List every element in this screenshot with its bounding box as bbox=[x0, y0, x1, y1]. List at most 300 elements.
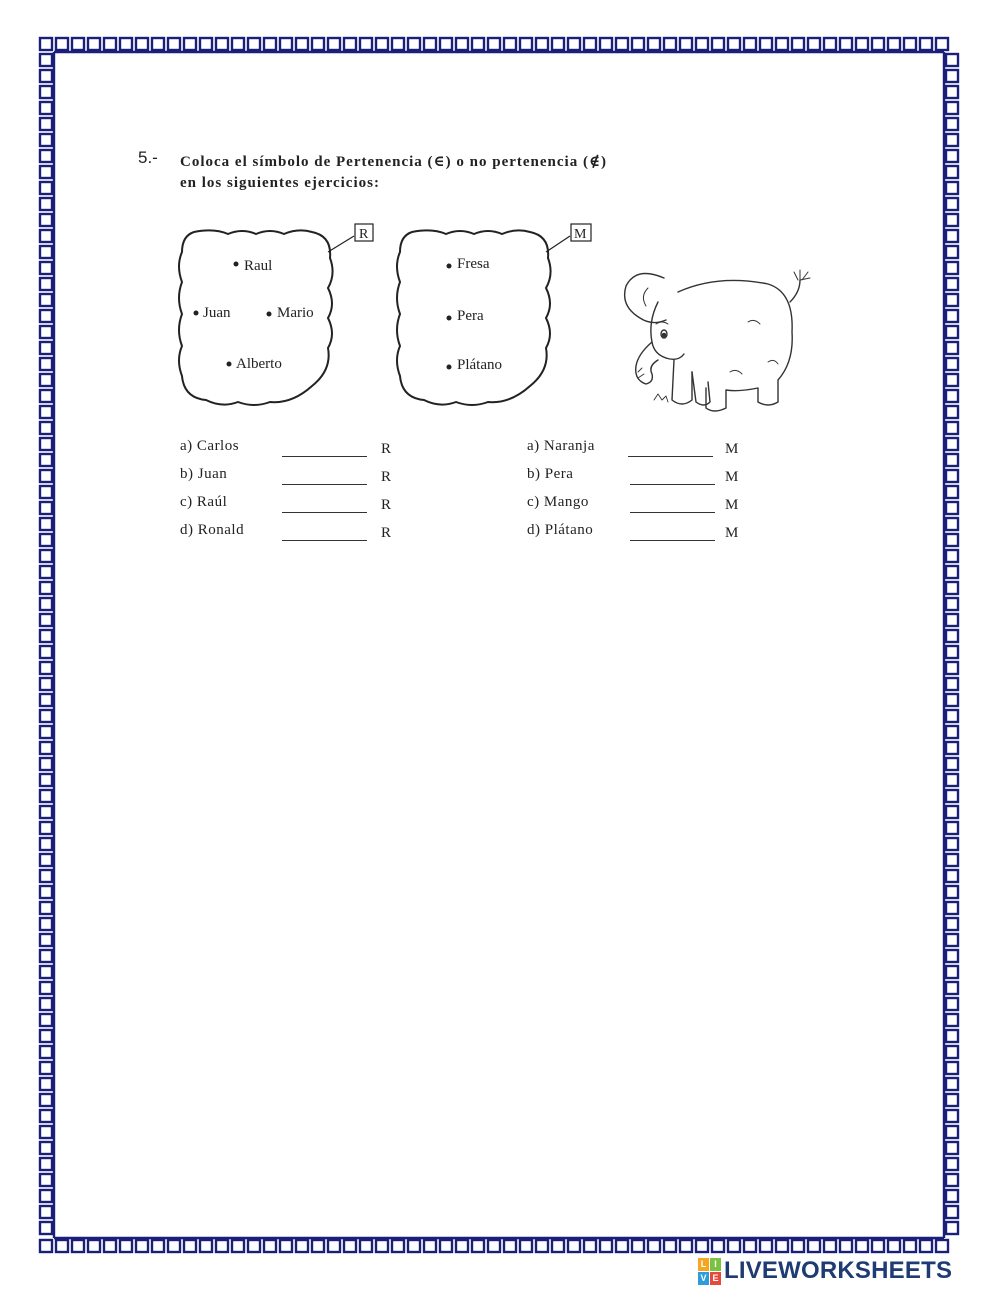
set-r-element: Mario bbox=[277, 305, 314, 321]
border-square bbox=[168, 38, 180, 50]
border-square bbox=[40, 310, 52, 322]
border-square bbox=[504, 1240, 516, 1252]
border-square bbox=[40, 70, 52, 82]
bullet bbox=[194, 311, 199, 316]
border-square bbox=[946, 774, 958, 786]
border-square bbox=[946, 982, 958, 994]
set-r-label: R bbox=[359, 227, 369, 242]
set-r-element: Alberto bbox=[236, 356, 282, 372]
border-square bbox=[40, 1240, 52, 1252]
border-square bbox=[376, 1240, 388, 1252]
border-square bbox=[40, 614, 52, 626]
border-square bbox=[56, 1240, 68, 1252]
border-square bbox=[946, 1030, 958, 1042]
border-square bbox=[920, 1240, 932, 1252]
border-square bbox=[946, 390, 958, 402]
border-square bbox=[40, 838, 52, 850]
border-square bbox=[946, 438, 958, 450]
logo-text: LIVEWORKSHEETS bbox=[724, 1257, 953, 1284]
border-square bbox=[946, 422, 958, 434]
border-square bbox=[946, 1062, 958, 1074]
border-square bbox=[946, 566, 958, 578]
exercise-set: R bbox=[381, 469, 392, 485]
border-square bbox=[216, 38, 228, 50]
border-square bbox=[200, 1240, 212, 1252]
instruction-line-1: Coloca el símbolo de Pertenencia (∈) o no pertenencia (∉) bbox=[180, 154, 608, 170]
border-square bbox=[946, 694, 958, 706]
border-square bbox=[946, 838, 958, 850]
border-square bbox=[946, 1222, 958, 1234]
border-square bbox=[408, 38, 420, 50]
border-square bbox=[946, 1078, 958, 1090]
border-square bbox=[946, 182, 958, 194]
border-square bbox=[40, 230, 52, 242]
border-square bbox=[40, 422, 52, 434]
border-square bbox=[946, 454, 958, 466]
border-square bbox=[360, 38, 372, 50]
border-square bbox=[946, 646, 958, 658]
border-square bbox=[488, 38, 500, 50]
border-square bbox=[946, 198, 958, 210]
border-square bbox=[312, 38, 324, 50]
border-square bbox=[648, 1240, 660, 1252]
border-square bbox=[888, 38, 900, 50]
border-square bbox=[104, 1240, 116, 1252]
border-square bbox=[40, 470, 52, 482]
answer-blank[interactable] bbox=[630, 540, 715, 541]
border-square bbox=[946, 342, 958, 354]
border-square bbox=[946, 1014, 958, 1026]
border-square bbox=[946, 886, 958, 898]
border-square bbox=[40, 294, 52, 306]
border-square bbox=[616, 1240, 628, 1252]
border-square bbox=[456, 1240, 468, 1252]
border-square bbox=[946, 502, 958, 514]
border-square bbox=[808, 38, 820, 50]
border-square bbox=[40, 1174, 52, 1186]
border-square bbox=[232, 1240, 244, 1252]
border-square bbox=[40, 1046, 52, 1058]
border-square bbox=[946, 310, 958, 322]
answer-blank[interactable] bbox=[282, 540, 367, 541]
border-square bbox=[946, 406, 958, 418]
border-square bbox=[946, 486, 958, 498]
border-square bbox=[40, 1206, 52, 1218]
border-square bbox=[40, 1094, 52, 1106]
exercise-set: M bbox=[725, 525, 739, 541]
border-square bbox=[744, 1240, 756, 1252]
border-square bbox=[40, 550, 52, 562]
border-square bbox=[946, 70, 958, 82]
border-square bbox=[946, 822, 958, 834]
border-square bbox=[40, 1110, 52, 1122]
border-square bbox=[440, 1240, 452, 1252]
border-square bbox=[632, 38, 644, 50]
liveworksheets-logo[interactable] bbox=[698, 1257, 952, 1285]
border-square bbox=[40, 134, 52, 146]
border-square bbox=[946, 150, 958, 162]
border-square bbox=[40, 982, 52, 994]
border-square bbox=[40, 1190, 52, 1202]
border-square bbox=[40, 38, 52, 50]
border-square bbox=[40, 438, 52, 450]
border-square bbox=[40, 1142, 52, 1154]
exercise-set: M bbox=[725, 497, 739, 513]
border-square bbox=[568, 38, 580, 50]
logo-tile: E bbox=[710, 1272, 721, 1285]
border-square bbox=[40, 678, 52, 690]
border-square bbox=[40, 742, 52, 754]
border-square bbox=[946, 54, 958, 66]
border-square bbox=[946, 358, 958, 370]
bullet bbox=[447, 365, 452, 370]
border-square bbox=[40, 902, 52, 914]
set-r-diagram bbox=[179, 224, 373, 405]
set-m-label: M bbox=[574, 227, 587, 242]
border-square bbox=[40, 566, 52, 578]
border-square bbox=[56, 38, 68, 50]
border-square bbox=[946, 1206, 958, 1218]
border-square bbox=[120, 38, 132, 50]
answer-blank[interactable] bbox=[282, 484, 367, 485]
set-diagrams bbox=[170, 218, 610, 418]
border-square bbox=[824, 1240, 836, 1252]
border-square bbox=[312, 1240, 324, 1252]
border-square bbox=[840, 1240, 852, 1252]
border-square bbox=[104, 38, 116, 50]
border-square bbox=[488, 1240, 500, 1252]
border-square bbox=[946, 790, 958, 802]
border-square bbox=[946, 1110, 958, 1122]
border-square bbox=[40, 582, 52, 594]
border-square bbox=[946, 230, 958, 242]
border-square bbox=[40, 150, 52, 162]
border-square bbox=[40, 54, 52, 66]
border-square bbox=[946, 262, 958, 274]
border-square bbox=[72, 1240, 84, 1252]
border-square bbox=[946, 950, 958, 962]
border-square bbox=[168, 1240, 180, 1252]
border-square bbox=[40, 326, 52, 338]
border-square bbox=[946, 918, 958, 930]
exercise-set: R bbox=[381, 525, 392, 541]
border-square bbox=[946, 470, 958, 482]
exercise-set: M bbox=[725, 469, 739, 485]
answer-blank[interactable] bbox=[628, 456, 713, 457]
logo-tile: V bbox=[698, 1272, 709, 1285]
border-square bbox=[296, 38, 308, 50]
border-square bbox=[120, 1240, 132, 1252]
border-square bbox=[408, 1240, 420, 1252]
border-square bbox=[760, 1240, 772, 1252]
border-square bbox=[280, 1240, 292, 1252]
border-square bbox=[424, 1240, 436, 1252]
border-square bbox=[280, 38, 292, 50]
border-square bbox=[520, 38, 532, 50]
border-square bbox=[568, 1240, 580, 1252]
border-square bbox=[680, 1240, 692, 1252]
set-m-pointer bbox=[546, 236, 570, 252]
border-square bbox=[40, 454, 52, 466]
exercise-item: a) Naranja bbox=[527, 438, 595, 454]
border-square bbox=[792, 1240, 804, 1252]
border-square bbox=[946, 294, 958, 306]
border-square bbox=[946, 1142, 958, 1154]
border-square bbox=[40, 646, 52, 658]
border-square bbox=[40, 870, 52, 882]
border-square bbox=[872, 1240, 884, 1252]
bullet bbox=[234, 262, 239, 267]
border-square bbox=[600, 38, 612, 50]
border-square bbox=[696, 38, 708, 50]
border-square bbox=[40, 934, 52, 946]
border-square bbox=[40, 918, 52, 930]
border-square bbox=[184, 38, 196, 50]
border-square bbox=[946, 166, 958, 178]
border-square bbox=[40, 118, 52, 130]
border-square bbox=[40, 214, 52, 226]
border-square bbox=[552, 1240, 564, 1252]
border-square bbox=[888, 1240, 900, 1252]
border-square bbox=[744, 38, 756, 50]
border-square bbox=[946, 614, 958, 626]
border-square bbox=[40, 374, 52, 386]
border-square bbox=[40, 102, 52, 114]
border-square bbox=[72, 38, 84, 50]
exercise-item: a) Carlos bbox=[180, 438, 240, 454]
border-square bbox=[520, 1240, 532, 1252]
border-square bbox=[664, 38, 676, 50]
border-square bbox=[552, 38, 564, 50]
border-square bbox=[40, 758, 52, 770]
border-square bbox=[40, 854, 52, 866]
border-square bbox=[40, 198, 52, 210]
border-square bbox=[152, 38, 164, 50]
logo-tile: L bbox=[698, 1258, 709, 1271]
answer-blank[interactable] bbox=[630, 484, 715, 485]
border-square bbox=[936, 38, 948, 50]
exercise-set: R bbox=[381, 441, 392, 457]
answer-blank[interactable] bbox=[630, 512, 715, 513]
border-square bbox=[946, 102, 958, 114]
border-square bbox=[392, 1240, 404, 1252]
elephant-illustration bbox=[618, 262, 818, 422]
border-square bbox=[840, 38, 852, 50]
border-square bbox=[40, 886, 52, 898]
border-square bbox=[40, 1078, 52, 1090]
border-square bbox=[946, 870, 958, 882]
set-r-element: Juan bbox=[203, 305, 231, 321]
border-square bbox=[40, 390, 52, 402]
border-square bbox=[664, 1240, 676, 1252]
border-square bbox=[946, 214, 958, 226]
border-square bbox=[946, 934, 958, 946]
border-square bbox=[824, 38, 836, 50]
border-square bbox=[152, 1240, 164, 1252]
border-square bbox=[376, 38, 388, 50]
border-square bbox=[264, 38, 276, 50]
border-square bbox=[946, 662, 958, 674]
exercise-item: b) Pera bbox=[527, 466, 574, 482]
border-square bbox=[904, 38, 916, 50]
border-square bbox=[360, 1240, 372, 1252]
set-r-element: Raul bbox=[244, 258, 273, 274]
border-square bbox=[136, 38, 148, 50]
border-square bbox=[946, 854, 958, 866]
border-square bbox=[40, 806, 52, 818]
border-square bbox=[872, 38, 884, 50]
border-square bbox=[40, 502, 52, 514]
border-square bbox=[712, 38, 724, 50]
instruction-text bbox=[180, 152, 607, 194]
border-square bbox=[946, 758, 958, 770]
border-square bbox=[632, 1240, 644, 1252]
border-square bbox=[946, 1046, 958, 1058]
exercise-item: d) Plátano bbox=[527, 522, 594, 538]
bullet bbox=[447, 264, 452, 269]
exercise-item: d) Ronald bbox=[180, 522, 245, 538]
border-square bbox=[760, 38, 772, 50]
border-square bbox=[248, 1240, 260, 1252]
border-square bbox=[456, 38, 468, 50]
logo-tile: I bbox=[710, 1258, 721, 1271]
border-square bbox=[344, 1240, 356, 1252]
exercise-item: c) Mango bbox=[527, 494, 589, 510]
border-square bbox=[946, 550, 958, 562]
border-square bbox=[200, 38, 212, 50]
set-m-element: Plátano bbox=[457, 357, 502, 373]
border-square bbox=[40, 1030, 52, 1042]
border-square bbox=[946, 374, 958, 386]
border-square bbox=[946, 598, 958, 610]
border-square bbox=[946, 998, 958, 1010]
exercise-set: M bbox=[725, 441, 739, 457]
border-square bbox=[40, 1222, 52, 1234]
border-square bbox=[40, 534, 52, 546]
instruction-line-2: en los siguientes ejercicios: bbox=[180, 175, 380, 191]
border-square bbox=[184, 1240, 196, 1252]
border-square bbox=[40, 278, 52, 290]
border-square bbox=[920, 38, 932, 50]
border-square bbox=[946, 1126, 958, 1138]
border-square bbox=[232, 38, 244, 50]
border-square bbox=[946, 518, 958, 530]
answer-blank[interactable] bbox=[282, 512, 367, 513]
border-square bbox=[946, 246, 958, 258]
border-square bbox=[264, 1240, 276, 1252]
border-square bbox=[40, 630, 52, 642]
border-square bbox=[40, 342, 52, 354]
border-square bbox=[776, 1240, 788, 1252]
elephant-ear bbox=[625, 274, 666, 323]
border-square bbox=[40, 518, 52, 530]
border-square bbox=[472, 38, 484, 50]
border-square bbox=[40, 774, 52, 786]
border-square bbox=[248, 38, 260, 50]
border-square bbox=[946, 534, 958, 546]
border-square bbox=[584, 38, 596, 50]
border-square bbox=[40, 598, 52, 610]
border-square bbox=[680, 38, 692, 50]
border-square bbox=[40, 86, 52, 98]
border-square bbox=[472, 1240, 484, 1252]
border-square bbox=[946, 678, 958, 690]
border-square bbox=[40, 486, 52, 498]
border-square bbox=[904, 1240, 916, 1252]
border-square bbox=[946, 1158, 958, 1170]
border-square bbox=[946, 742, 958, 754]
border-square bbox=[936, 1240, 948, 1252]
logo-mark-icon bbox=[698, 1258, 721, 1285]
exercise-set: R bbox=[381, 497, 392, 513]
border-square bbox=[728, 38, 740, 50]
border-square bbox=[40, 790, 52, 802]
border-square bbox=[946, 1094, 958, 1106]
set-m-element: Fresa bbox=[457, 256, 490, 272]
border-square bbox=[696, 1240, 708, 1252]
border-square bbox=[344, 38, 356, 50]
border-square bbox=[536, 38, 548, 50]
border-square bbox=[856, 1240, 868, 1252]
border-square bbox=[946, 806, 958, 818]
border-square bbox=[808, 1240, 820, 1252]
border-square bbox=[946, 582, 958, 594]
border-square bbox=[40, 246, 52, 258]
border-square bbox=[40, 822, 52, 834]
border-square bbox=[40, 182, 52, 194]
border-square bbox=[328, 38, 340, 50]
border-square bbox=[946, 1190, 958, 1202]
border-square bbox=[40, 406, 52, 418]
border-square bbox=[88, 1240, 100, 1252]
set-r-pointer bbox=[328, 236, 354, 252]
bullet bbox=[267, 312, 272, 317]
answer-blank[interactable] bbox=[282, 456, 367, 457]
border-square bbox=[946, 902, 958, 914]
exercise-item: b) Juan bbox=[180, 466, 228, 482]
border-square bbox=[946, 326, 958, 338]
border-square bbox=[536, 1240, 548, 1252]
question-number: 5.- bbox=[138, 148, 158, 167]
exercise-item: c) Raúl bbox=[180, 494, 228, 510]
border-square bbox=[946, 630, 958, 642]
border-square bbox=[946, 726, 958, 738]
border-square bbox=[136, 1240, 148, 1252]
border-square bbox=[40, 966, 52, 978]
border-square bbox=[40, 1126, 52, 1138]
border-square bbox=[40, 358, 52, 370]
border-square bbox=[648, 38, 660, 50]
border-square bbox=[584, 1240, 596, 1252]
border-square bbox=[328, 1240, 340, 1252]
border-square bbox=[440, 38, 452, 50]
border-square bbox=[424, 38, 436, 50]
border-square bbox=[712, 1240, 724, 1252]
border-square bbox=[40, 262, 52, 274]
border-square bbox=[40, 726, 52, 738]
border-square bbox=[40, 694, 52, 706]
border-square bbox=[792, 38, 804, 50]
border-square bbox=[776, 38, 788, 50]
border-square bbox=[946, 134, 958, 146]
border-square bbox=[40, 1014, 52, 1026]
border-square bbox=[946, 278, 958, 290]
border-square bbox=[216, 1240, 228, 1252]
bullet bbox=[447, 316, 452, 321]
border-square bbox=[296, 1240, 308, 1252]
border-square bbox=[946, 966, 958, 978]
border-square bbox=[392, 38, 404, 50]
